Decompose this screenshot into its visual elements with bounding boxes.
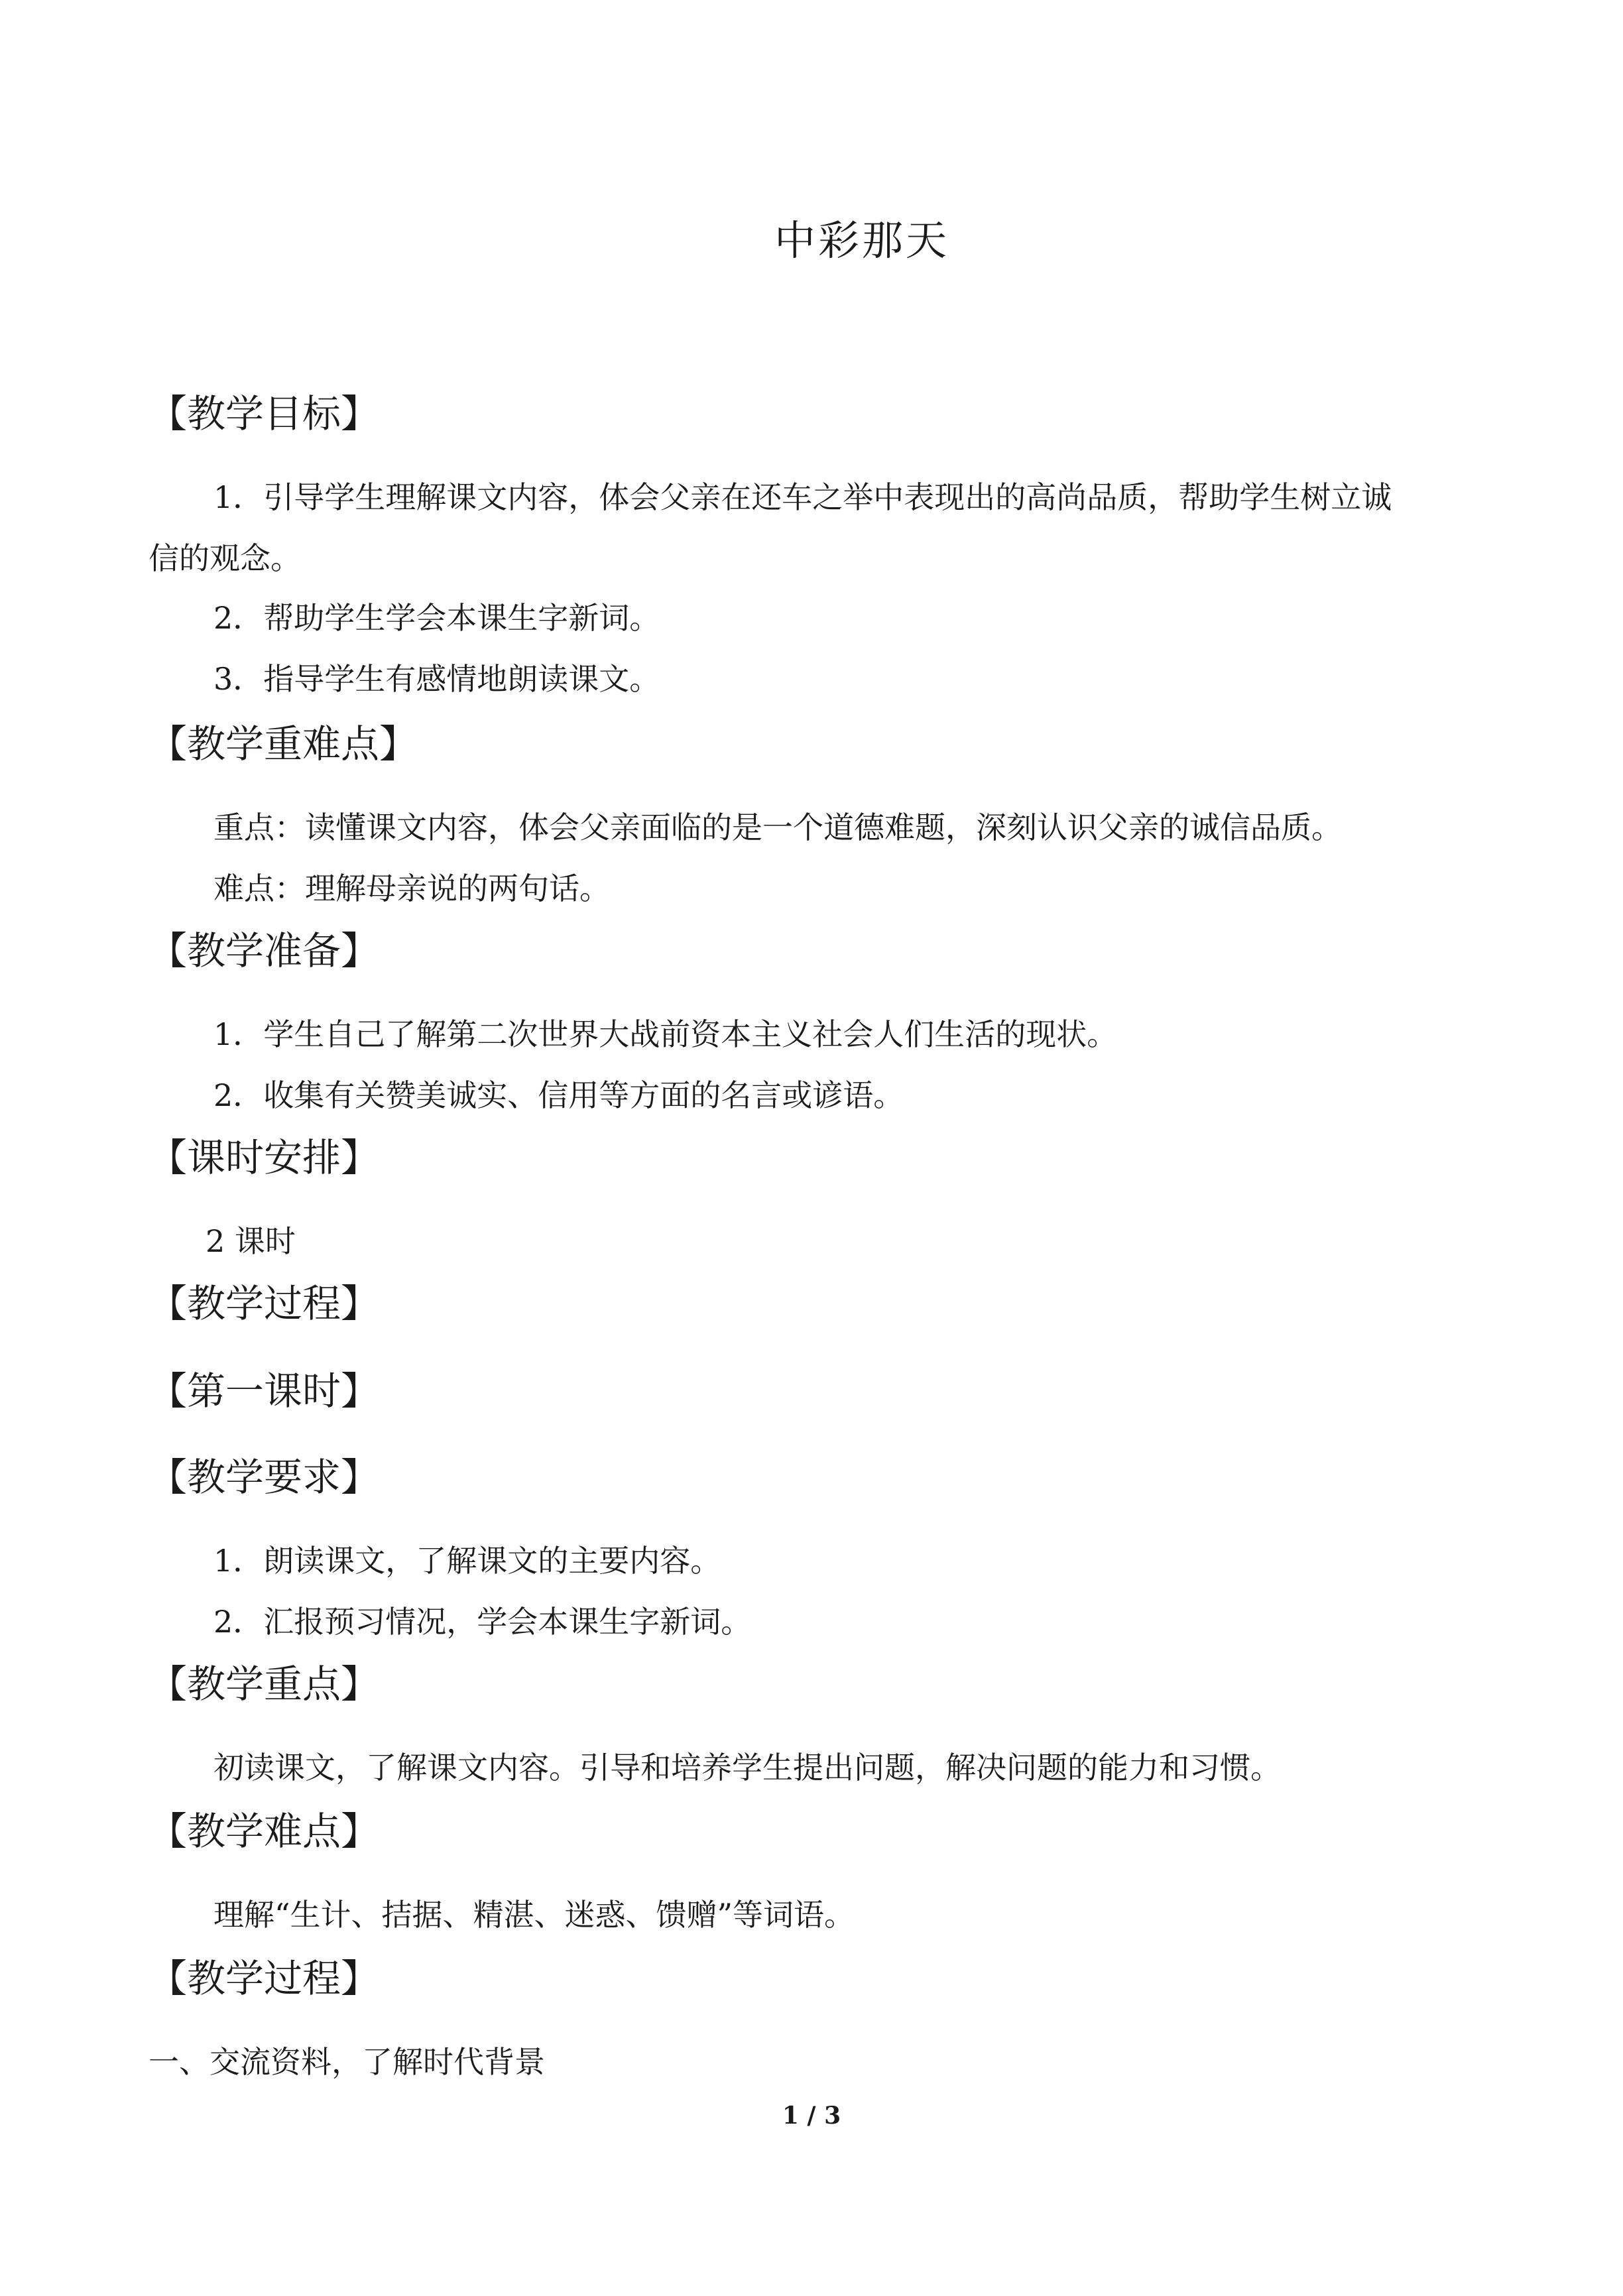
focus-heading: 【教学重点】	[149, 1662, 380, 1707]
requirement-item-2: 2．汇报预习情况，学会本课生字新词。	[213, 1604, 752, 1640]
objective-item-2: 2．帮助学生学会本课生字新词。	[213, 600, 660, 636]
requirements-heading: 【教学要求】	[149, 1455, 380, 1500]
process-heading-2: 【教学过程】	[149, 1956, 380, 2001]
objective-item-1-line-2: 信的观念。	[149, 540, 301, 576]
preparation-heading: 【教学准备】	[149, 928, 380, 973]
objective-item-3: 3．指导学生有感情地朗读课文。	[213, 661, 660, 697]
key-difficult-heading: 【教学重难点】	[149, 721, 418, 766]
objective-item-1-line-1: 1．引导学生理解课文内容，体会父亲在还车之举中表现出的高尚品质，帮助学生树立诚	[213, 479, 1392, 515]
difficulty-text: 理解“生计、拮据、精湛、迷惑、馈赠”等词语。	[213, 1897, 855, 1933]
first-lesson-heading: 【第一课时】	[149, 1368, 380, 1414]
focus-text: 初读课文，了解课文内容。引导和培养学生提出问题，解决问题的能力和习惯。	[213, 1750, 1281, 1785]
key-point-text: 重点：读懂课文内容，体会父亲面临的是一个道德难题，深刻认识父亲的诚信品质。	[213, 810, 1342, 845]
objectives-heading: 【教学目标】	[149, 391, 380, 436]
page-number: 1 / 3	[782, 2102, 841, 2130]
requirement-item-1: 1．朗读课文，了解课文的主要内容。	[213, 1543, 721, 1579]
difficulty-heading: 【教学难点】	[149, 1809, 380, 1854]
difficult-point-text: 难点：理解母亲说的两句话。	[213, 871, 610, 906]
step-1-text: 一、交流资料，了解时代背景	[149, 2044, 545, 2080]
preparation-item-2: 2．收集有关赞美诚实、信用等方面的名言或谚语。	[213, 1077, 904, 1113]
document-title: 中彩那天	[774, 216, 949, 265]
process-heading: 【教学过程】	[149, 1281, 380, 1326]
preparation-item-1: 1．学生自己了解第二次世界大战前资本主义社会人们生活的现状。	[213, 1016, 1118, 1052]
schedule-heading: 【课时安排】	[149, 1135, 380, 1180]
schedule-text: 2 课时	[206, 1223, 296, 1259]
